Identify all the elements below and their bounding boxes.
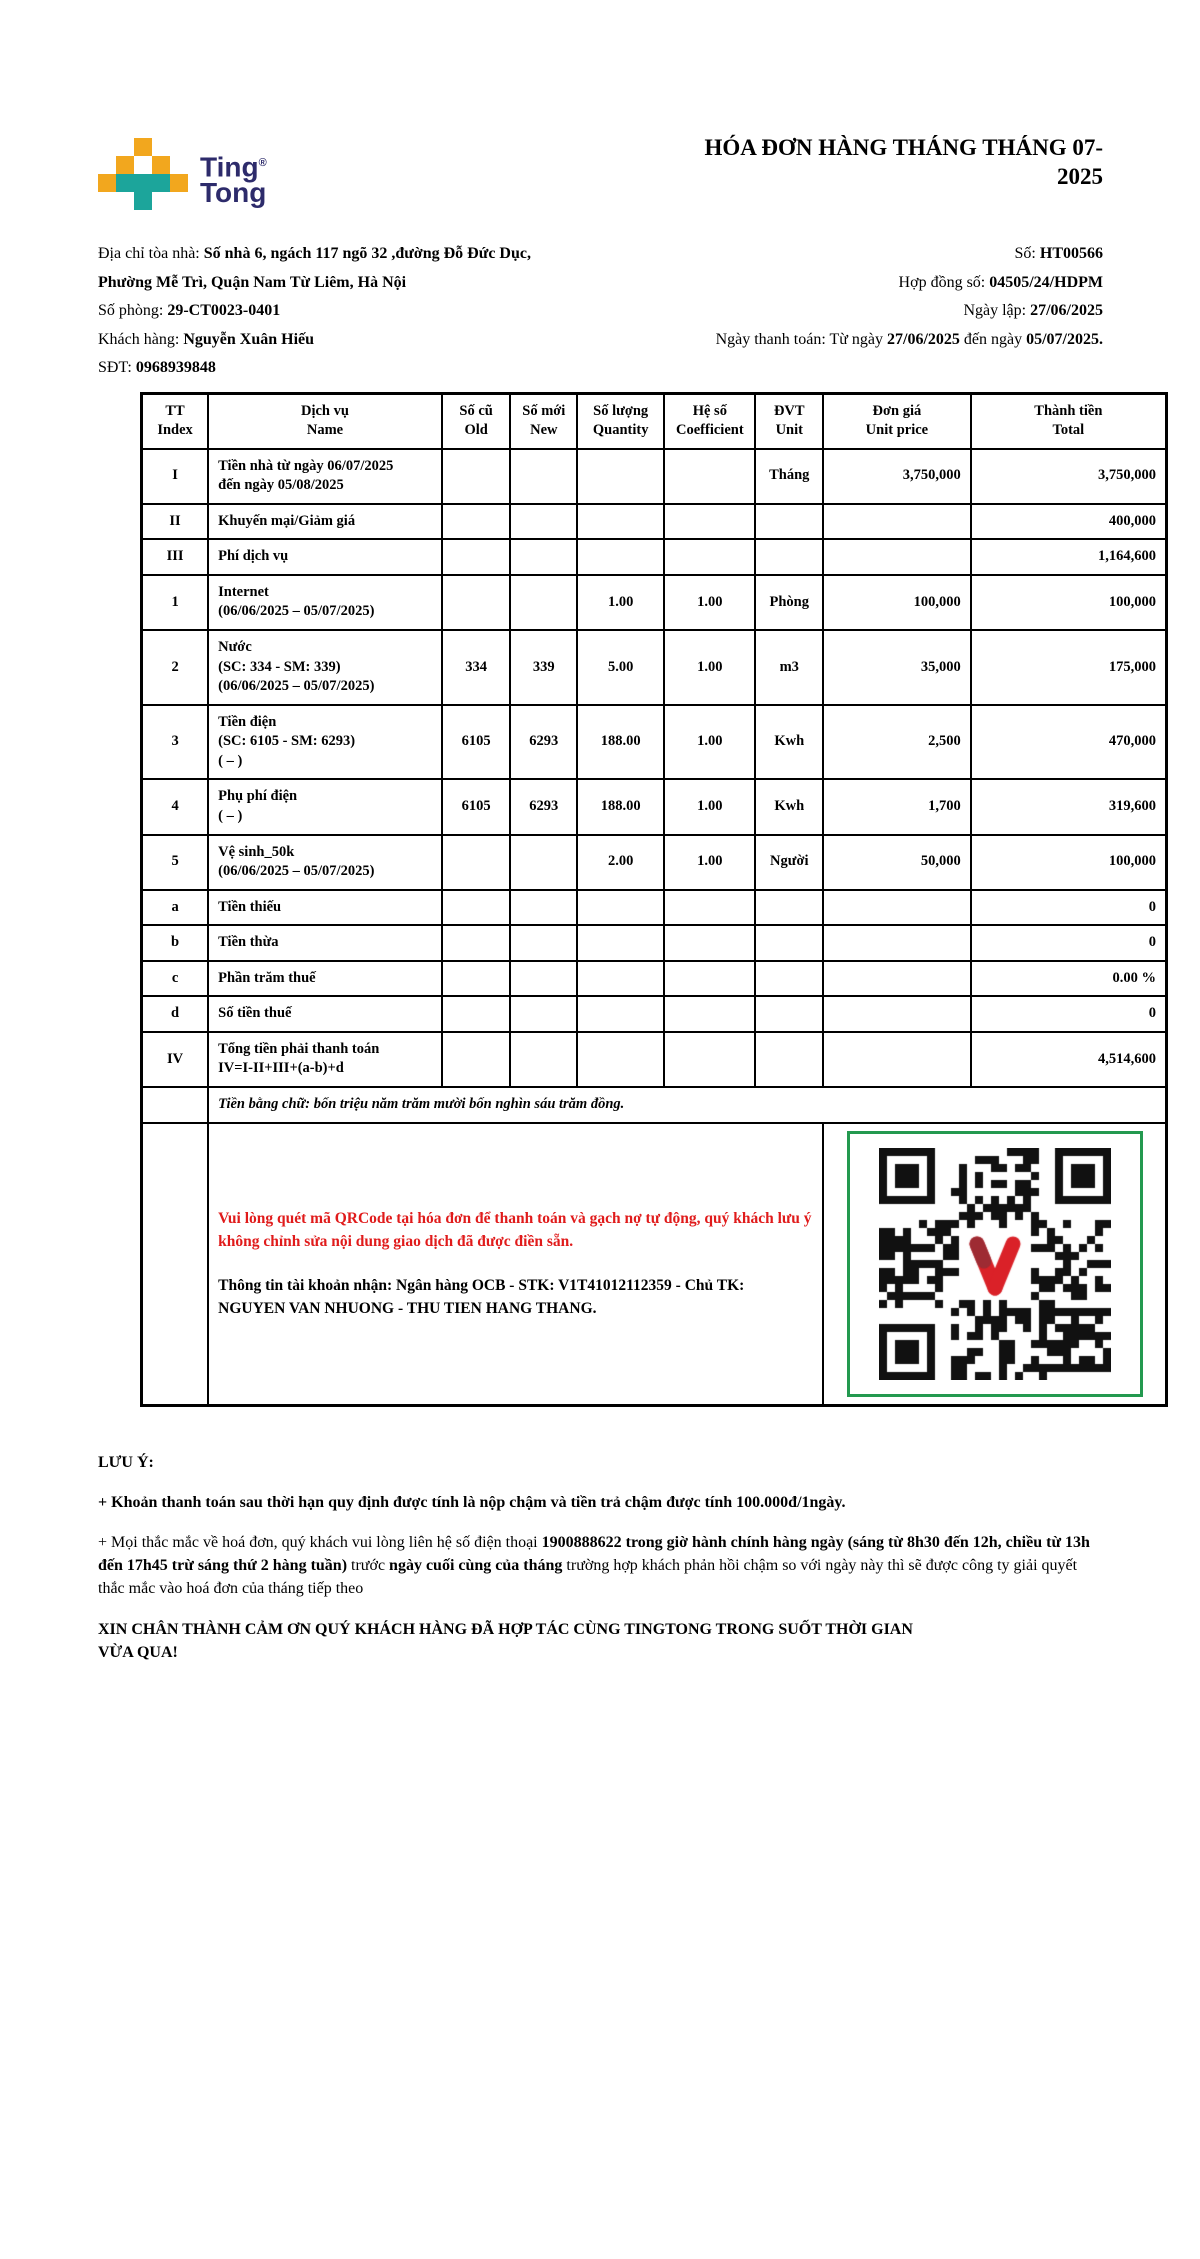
quantity-cell — [577, 504, 664, 540]
service-name-line: (06/06/2025 – 05/07/2025) — [218, 863, 375, 880]
text-segment: Số: — [1014, 245, 1040, 262]
qr-code-cell — [823, 1123, 1166, 1406]
unit-price-cell: 2,500 — [823, 705, 971, 780]
room-number — [98, 297, 663, 326]
unit-cell: m3 — [755, 630, 823, 705]
table-row — [142, 539, 1167, 575]
service-name-line: Tiền điện — [218, 713, 277, 730]
footer-notes — [98, 1451, 1103, 1664]
row-index-cell: 1 — [142, 575, 209, 630]
new-reading-cell: 6293 — [510, 705, 577, 780]
service-name-cell — [208, 575, 442, 630]
customer-info — [98, 240, 663, 383]
text-segment: 0968939848 — [135, 359, 216, 376]
text-segment: . — [592, 1299, 597, 1317]
contract-number — [663, 269, 1103, 298]
registered-mark-icon: ® — [258, 157, 267, 169]
column-header: Số mới New — [510, 393, 577, 449]
bank-account-info — [218, 1274, 813, 1321]
service-name-cell — [208, 705, 442, 780]
table-row — [142, 890, 1167, 926]
old-reading-cell — [442, 504, 511, 540]
row-index-cell: b — [142, 925, 209, 961]
unit-cell: Tháng — [755, 449, 823, 504]
new-reading-cell — [510, 1032, 577, 1087]
closing-thanks-line2: VỪA QUA! — [98, 1643, 178, 1661]
quantity-cell: 2.00 — [577, 835, 664, 890]
table-row — [142, 925, 1167, 961]
late-payment-note: + Khoản thanh toán sau thời hạn quy định được tính là nộp chậm và tiền trả chậm được tính 100.000đ/1ngày. — [98, 1493, 846, 1511]
table-row — [142, 449, 1167, 504]
unit-cell — [755, 996, 823, 1032]
quantity-cell — [577, 961, 664, 997]
column-header: Số cũ Old — [442, 393, 511, 449]
building-address-line2 — [98, 269, 663, 298]
service-name-cell — [208, 449, 442, 504]
coefficient-cell — [664, 996, 755, 1032]
service-name-line: Tiền nhà từ ngày 06/07/2025 — [218, 457, 394, 474]
unit-cell: Kwh — [755, 779, 823, 834]
text-segment: Phường Mễ Trì, Quận Nam Từ Liêm, Hà Nội — [98, 273, 407, 291]
invoice-title-line2: 2025 — [1057, 163, 1103, 189]
qr-code-icon — [879, 1148, 1111, 1380]
row-index-cell: 5 — [142, 835, 209, 890]
quantity-cell — [577, 890, 664, 926]
unit-cell — [755, 539, 823, 575]
unit-cell — [755, 890, 823, 926]
coefficient-cell — [664, 1032, 755, 1087]
total-cell: 319,600 — [971, 779, 1167, 834]
text-segment: đến ngày — [959, 330, 1027, 348]
coefficient-cell: 1.00 — [664, 575, 755, 630]
service-name-cell — [208, 630, 442, 705]
unit-price-cell: 100,000 — [823, 575, 971, 630]
text-segment: trước — [347, 1557, 390, 1575]
service-name-line: Khuyến mại/Giảm giá — [218, 512, 356, 529]
quantity-cell — [577, 1032, 664, 1087]
unit-cell — [755, 961, 823, 997]
service-name-line: Phí dịch vụ — [218, 548, 289, 565]
total-cell: 100,000 — [971, 575, 1167, 630]
quantity-cell: 188.00 — [577, 705, 664, 780]
coefficient-cell — [664, 449, 755, 504]
old-reading-cell — [442, 925, 511, 961]
service-name-cell — [208, 835, 442, 890]
total-cell: 100,000 — [971, 835, 1167, 890]
service-name-cell — [208, 779, 442, 834]
new-reading-cell: 6293 — [510, 779, 577, 834]
building-address-line1 — [98, 240, 663, 269]
old-reading-cell — [442, 449, 511, 504]
new-reading-cell — [510, 925, 577, 961]
old-reading-cell: 6105 — [442, 779, 511, 834]
coefficient-cell — [664, 504, 755, 540]
row-index-cell: II — [142, 504, 209, 540]
quantity-cell: 188.00 — [577, 779, 664, 834]
unit-cell: Kwh — [755, 705, 823, 780]
column-header: Dịch vụ Name — [208, 393, 442, 449]
table-row — [142, 996, 1167, 1032]
row-index-cell: 4 — [142, 779, 209, 834]
closing-thanks — [98, 1618, 1103, 1664]
text-segment: Tiền bằng chữ: — [218, 1096, 314, 1112]
unit-cell: Người — [755, 835, 823, 890]
table-row — [142, 705, 1167, 780]
row-index-cell: d — [142, 996, 209, 1032]
service-name-line: (SC: 334 - SM: 339) — [218, 658, 341, 675]
service-name-cell — [208, 996, 442, 1032]
old-reading-cell — [442, 1032, 511, 1087]
text-segment: 27/06/2025 — [1030, 302, 1103, 319]
quantity-cell: 5.00 — [577, 630, 664, 705]
table-header-row — [142, 393, 1167, 449]
qr-code-frame — [847, 1131, 1143, 1397]
quantity-cell — [577, 539, 664, 575]
issue-date — [663, 297, 1103, 326]
total-cell: 0 — [971, 890, 1167, 926]
row-index-cell: IV — [142, 1032, 209, 1087]
empty-cell — [142, 1087, 209, 1123]
total-cell: 4,514,600 — [971, 1032, 1167, 1087]
unit-price-cell — [823, 925, 971, 961]
unit-cell — [755, 925, 823, 961]
coefficient-cell — [664, 539, 755, 575]
closing-thanks-line1: XIN CHÂN THÀNH CẢM ƠN QUÝ KHÁCH HÀNG ĐÃ HỢP TÁC CÙNG TINGTONG TRONG SUỐT THỜI GIAN — [98, 1620, 913, 1638]
logo-pixel-mark-icon — [98, 138, 188, 210]
old-reading-cell — [442, 961, 511, 997]
text-segment: Số nhà 6, ngách 117 ngõ 32 ,đường Đỗ Đức Dục, — [203, 245, 531, 262]
total-cell: 400,000 — [971, 504, 1167, 540]
table-row — [142, 961, 1167, 997]
coefficient-cell — [664, 961, 755, 997]
logo-word-top — [200, 150, 267, 183]
service-name-line: (06/06/2025 – 05/07/2025) — [218, 603, 375, 620]
unit-price-cell: 35,000 — [823, 630, 971, 705]
unit-price-cell: 3,750,000 — [823, 449, 971, 504]
text-segment: Khách hàng: — [98, 330, 184, 348]
service-name-cell — [208, 1032, 442, 1087]
service-name-cell — [208, 961, 442, 997]
total-cell: 3,750,000 — [971, 449, 1167, 504]
new-reading-cell — [510, 449, 577, 504]
old-reading-cell — [442, 996, 511, 1032]
total-cell: 0 — [971, 925, 1167, 961]
service-name-cell — [208, 539, 442, 575]
column-header: Đơn giá Unit price — [823, 393, 971, 449]
text-segment: 29-CT0023-0401 — [167, 302, 281, 319]
unit-price-cell — [823, 996, 971, 1032]
amount-in-words-row — [142, 1087, 1167, 1123]
row-index-cell: a — [142, 890, 209, 926]
old-reading-cell — [442, 890, 511, 926]
text-segment: NGUYEN VAN NHUONG - THU TIEN HANG THANG — [218, 1299, 593, 1317]
service-name-line: Phần trăm thuế — [218, 969, 316, 986]
service-name-line: Tổng tiền phải thanh toán — [218, 1040, 380, 1057]
service-name-line: Tiền thừa — [218, 934, 279, 951]
new-reading-cell — [510, 961, 577, 997]
new-reading-cell: 339 — [510, 630, 577, 705]
text-segment: Địa chỉ tòa nhà: — [98, 245, 204, 262]
coefficient-cell: 1.00 — [664, 630, 755, 705]
column-header: Số lượng Quantity — [577, 393, 664, 449]
unit-price-cell: 1,700 — [823, 779, 971, 834]
notes-heading: LƯU Ý: — [98, 1453, 154, 1471]
quantity-cell: 1.00 — [577, 575, 664, 630]
text-segment: Hợp đồng số: — [898, 273, 990, 291]
customer-name — [98, 326, 663, 355]
old-reading-cell — [442, 835, 511, 890]
text-segment: 1900888622 trong giờ hành chính hàng ngày (sáng từ 8h30 đến 12h, chiều từ 13h đến 17h45 trừ sáng thứ 2 hàng tuần) — [98, 1533, 1090, 1575]
service-name-line: đến ngày 05/08/2025 — [218, 477, 344, 494]
table-row — [142, 779, 1167, 834]
payment-instructions-cell — [208, 1123, 823, 1406]
table-row — [142, 504, 1167, 540]
text-segment: 27/06/2025 — [887, 330, 960, 348]
old-reading-cell: 6105 — [442, 705, 511, 780]
unit-price-cell — [823, 1032, 971, 1087]
invoice-title-line1: HÓA ĐƠN HÀNG THÁNG THÁNG 07- — [704, 135, 1103, 160]
new-reading-cell — [510, 890, 577, 926]
tingtong-logo — [98, 138, 267, 210]
coefficient-cell: 1.00 — [664, 835, 755, 890]
column-header: Thành tiền Total — [971, 393, 1167, 449]
service-name-line: Số tiền thuế — [218, 1005, 292, 1022]
coefficient-cell — [664, 925, 755, 961]
text-segment: - Chủ TK: — [671, 1276, 745, 1294]
service-name-line: Tiền thiếu — [218, 898, 282, 915]
table-row — [142, 1032, 1167, 1087]
total-cell: 0.00 % — [971, 961, 1167, 997]
column-header: Hệ số Coefficient — [664, 393, 755, 449]
coefficient-cell: 1.00 — [664, 779, 755, 834]
service-name-line: ( – ) — [218, 807, 243, 824]
service-name-line: Phụ phí điện — [218, 788, 298, 805]
service-name-cell — [208, 925, 442, 961]
service-name-line: ( – ) — [218, 752, 243, 769]
coefficient-cell — [664, 890, 755, 926]
customer-phone — [98, 354, 663, 383]
invoice-title — [543, 134, 1103, 192]
new-reading-cell — [510, 835, 577, 890]
text-segment: + Mọi thắc mắc về hoá đơn, quý khách vui lòng liên hệ số điện thoại — [98, 1533, 542, 1551]
total-cell: 175,000 — [971, 630, 1167, 705]
unit-price-cell — [823, 504, 971, 540]
invoice-meta — [663, 240, 1103, 383]
header — [98, 100, 1103, 210]
qr-row — [142, 1123, 1167, 1406]
unit-cell — [755, 504, 823, 540]
row-index-cell: 3 — [142, 705, 209, 780]
invoice-info — [98, 240, 1103, 383]
text-segment: Ngày lập: — [963, 302, 1031, 319]
text-segment: V1T41012112359 — [558, 1276, 672, 1294]
unit-price-cell — [823, 961, 971, 997]
text-segment: Số phòng: — [98, 302, 168, 319]
row-index-cell: c — [142, 961, 209, 997]
unit-price-cell — [823, 890, 971, 926]
invoice-table — [140, 392, 1168, 1407]
service-name-line: (06/06/2025 – 05/07/2025) — [218, 678, 375, 695]
logo-wordmark — [200, 150, 267, 209]
service-name-line: IV=I-II+III+(a-b)+d — [218, 1060, 344, 1077]
text-segment: HT00566 — [1039, 245, 1103, 262]
text-segment: 04505/24/HDPM — [989, 273, 1103, 291]
old-reading-cell — [442, 539, 511, 575]
row-index-cell: I — [142, 449, 209, 504]
service-name-line: Internet — [218, 583, 269, 600]
quantity-cell — [577, 996, 664, 1032]
amount-in-words — [208, 1087, 1166, 1123]
total-cell: 470,000 — [971, 705, 1167, 780]
invoice-table-body — [142, 449, 1167, 1087]
old-reading-cell — [442, 575, 511, 630]
text-segment: 05/07/2025. — [1026, 330, 1103, 348]
old-reading-cell: 334 — [442, 630, 511, 705]
total-cell: 0 — [971, 996, 1167, 1032]
quantity-cell — [577, 449, 664, 504]
logo-word-bottom: Tong — [200, 177, 267, 209]
unit-price-cell: 50,000 — [823, 835, 971, 890]
new-reading-cell — [510, 539, 577, 575]
unit-cell — [755, 1032, 823, 1087]
row-index-cell: III — [142, 539, 209, 575]
column-header: ĐVT Unit — [755, 393, 823, 449]
text-segment: SĐT: — [98, 359, 136, 376]
new-reading-cell — [510, 996, 577, 1032]
qr-payment-note: Vui lòng quét mã QRCode tại hóa đơn để thanh toán và gạch nợ tự động, quý khách lưu ý không chỉnh sửa nội dung giao dịch đã được điền sẵn. — [218, 1210, 812, 1251]
service-name-line: Nước — [218, 639, 252, 655]
quantity-cell — [577, 925, 664, 961]
text-segment: bốn triệu năm trăm mười bốn nghìn sáu trăm đồng. — [313, 1096, 625, 1112]
text-segment: ngày cuối cùng của tháng — [389, 1557, 563, 1575]
table-row — [142, 630, 1167, 705]
invoice-number — [663, 240, 1103, 269]
service-name-cell — [208, 890, 442, 926]
table-row — [142, 575, 1167, 630]
total-cell: 1,164,600 — [971, 539, 1167, 575]
payment-period — [663, 326, 1103, 355]
service-name-line: (SC: 6105 - SM: 6293) — [218, 733, 356, 750]
service-name-cell — [208, 504, 442, 540]
unit-price-cell — [823, 539, 971, 575]
text-segment: Thông tin tài khoản nhận: Ngân hàng OCB - STK: — [218, 1276, 559, 1294]
new-reading-cell — [510, 504, 577, 540]
empty-cell — [142, 1123, 209, 1406]
text-segment: Ngày thanh toán: Từ ngày — [715, 330, 888, 348]
coefficient-cell: 1.00 — [664, 705, 755, 780]
text-segment: trường hợp khách phản hồi chậm so với ngày này thì sẽ được công ty giải quyết thắc mắc vào hoá đơn của tháng tiếp theo — [98, 1557, 1078, 1598]
table-row — [142, 835, 1167, 890]
service-name-line: Vệ sinh_50k — [218, 843, 295, 860]
unit-cell: Phòng — [755, 575, 823, 630]
contact-note — [98, 1531, 1103, 1601]
new-reading-cell — [510, 575, 577, 630]
logo-ting-text: Ting — [200, 151, 259, 183]
text-segment: Nguyễn Xuân Hiếu — [183, 330, 315, 348]
column-header: TT Index — [142, 393, 209, 449]
row-index-cell: 2 — [142, 630, 209, 705]
